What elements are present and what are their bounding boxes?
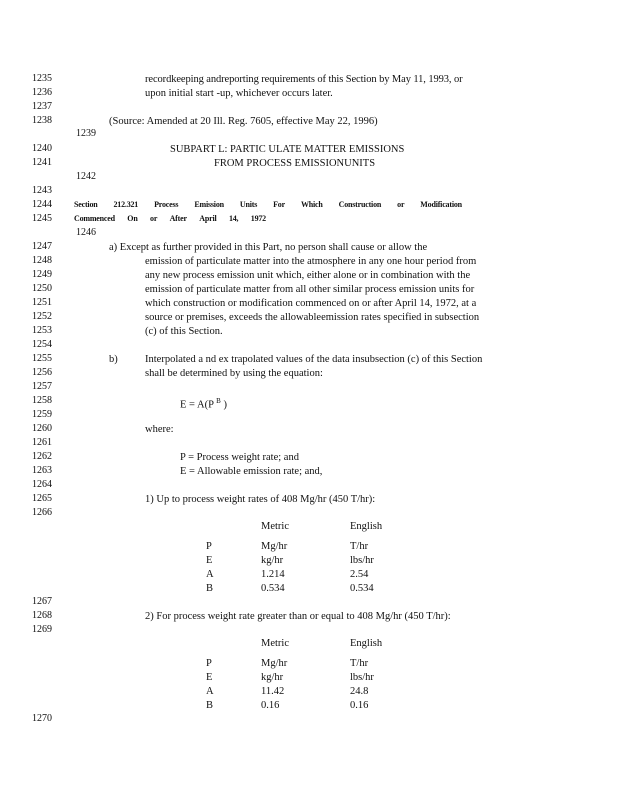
heading-word: On <box>127 214 138 223</box>
heading-word: After <box>169 214 187 223</box>
line-number: 1242 <box>76 171 96 182</box>
line-number: 1253 <box>32 325 52 336</box>
table-metric-value: Mg/hr <box>261 541 288 552</box>
section-heading <box>74 200 462 209</box>
heading-word: Which <box>300 200 323 209</box>
heading-word: or <box>150 214 158 223</box>
heading-word: 14, <box>228 214 239 223</box>
line-number: 1262 <box>32 451 52 462</box>
equation-close: ) <box>223 399 227 411</box>
line-number: 1264 <box>32 479 52 490</box>
line-number: 1257 <box>32 381 52 392</box>
item-1-heading: 1) Up to process weight rates of 408 Mg/hr (450 T/hr): <box>145 494 376 505</box>
line-number: 1256 <box>32 367 52 378</box>
subpart-title: FROM PROCESS EMISSIONUNITS <box>214 158 376 169</box>
line-number: 1238 <box>32 115 52 126</box>
intro-line: recordkeeping andreporting requirements of this Section by May 11, 1993, or <box>145 74 463 85</box>
heading-word: Modification <box>420 200 462 209</box>
paragraph-b-label: b) <box>109 354 118 365</box>
line-number: 1237 <box>32 101 52 112</box>
definition-e: E = Allowable emission rate; and, <box>180 466 323 477</box>
line-number: 1265 <box>32 493 52 504</box>
table-english-value: T/hr <box>350 541 369 552</box>
heading-word: Emission <box>194 200 224 209</box>
line-number: 1266 <box>32 507 52 518</box>
line-number: 1247 <box>32 241 52 252</box>
line-number: 1263 <box>32 465 52 476</box>
heading-word: Section <box>74 200 98 209</box>
heading-word: For <box>273 200 285 209</box>
table-metric-value: kg/hr <box>261 555 284 566</box>
heading-word: April <box>199 214 217 223</box>
table-symbol: B <box>206 700 214 711</box>
table-symbol: P <box>206 541 212 552</box>
table-english-value: 2.54 <box>350 569 369 580</box>
heading-word: 1972 <box>250 214 266 223</box>
line-number: 1250 <box>32 283 52 294</box>
line-number: 1243 <box>32 185 52 196</box>
line-number: 1239 <box>76 128 96 139</box>
table-english-value: lbs/hr <box>350 672 374 683</box>
heading-word: or <box>397 200 405 209</box>
line-number: 1240 <box>32 143 52 154</box>
table-english-value: 0.16 <box>350 700 369 711</box>
paragraph-a-line: a) Except as further provided in this Part, no person shall cause or allow the <box>109 242 428 253</box>
table-symbol: P <box>206 658 212 669</box>
line-number: 1259 <box>32 409 52 420</box>
intro-line: upon initial start -up, whichever occurs later. <box>145 88 333 99</box>
line-number: 1254 <box>32 339 52 350</box>
line-number: 1268 <box>32 610 52 621</box>
definition-p: P = Process weight rate; and <box>180 452 299 463</box>
line-number: 1244 <box>32 199 52 210</box>
table-metric-value: 0.16 <box>261 700 280 711</box>
item-2-heading: 2) For process weight rate greater than or equal to 408 Mg/hr (450 T/hr): <box>145 611 451 622</box>
table-symbol: E <box>206 555 213 566</box>
table-metric-value: 11.42 <box>261 686 285 697</box>
heading-word: Construction <box>338 200 382 209</box>
line-number: 1260 <box>32 423 52 434</box>
equation-main: E = A(P <box>180 399 214 411</box>
paragraph-a-line: source or premises, exceeds the allowableemission rates specified in subsection <box>145 312 480 323</box>
equation-exponent: B <box>216 397 221 405</box>
line-number: 1255 <box>32 353 52 364</box>
paragraph-b-line: Interpolated a nd ex trapolated values of the data insubsection (c) of this Section <box>145 354 483 365</box>
subpart-title: SUBPART L: PARTIC ULATE MATTER EMISSIONS <box>170 144 405 155</box>
source-note: (Source: Amended at 20 Ill. Reg. 7605, effective May 22, 1996) <box>109 116 378 127</box>
table-symbol: A <box>206 686 214 697</box>
paragraph-a-line: emission of particulate matter from all other similar process emission units for <box>145 284 475 295</box>
line-number: 1252 <box>32 311 52 322</box>
line-number: 1248 <box>32 255 52 266</box>
section-heading <box>74 214 266 223</box>
line-number: 1269 <box>32 624 52 635</box>
table-metric-value: 0.534 <box>261 583 285 594</box>
paragraph-a-line: emission of particulate matter into the atmosphere in any one hour period from <box>145 256 477 267</box>
line-number: 1261 <box>32 437 52 448</box>
table-metric-value: Mg/hr <box>261 658 288 669</box>
line-number: 1246 <box>76 227 96 238</box>
line-number: 1236 <box>32 87 52 98</box>
table-symbol: A <box>206 569 214 580</box>
line-number: 1249 <box>32 269 52 280</box>
equation <box>180 395 227 412</box>
column-header-english: English <box>350 638 383 649</box>
heading-word: Process <box>154 200 179 209</box>
line-number: 1267 <box>32 596 52 607</box>
paragraph-a-line: which construction or modification commenced on or after April 14, 1972, at a <box>145 298 477 309</box>
line-number: 1270 <box>32 713 52 724</box>
line-number: 1235 <box>32 73 52 84</box>
line-number: 1258 <box>32 395 52 406</box>
line-number: 1245 <box>32 213 52 224</box>
paragraph-b-line: shall be determined by using the equation: <box>145 368 323 379</box>
table-metric-value: 1.214 <box>261 569 285 580</box>
line-number: 1241 <box>32 157 52 168</box>
heading-word: Units <box>239 200 258 209</box>
table-symbol: B <box>206 583 214 594</box>
column-header-metric: Metric <box>261 521 289 532</box>
paragraph-a-line: any new process emission unit which, either alone or in combination with the <box>145 270 471 281</box>
table-english-value: 24.8 <box>350 686 369 697</box>
table-english-value: 0.534 <box>350 583 374 594</box>
where-label: where: <box>145 424 174 435</box>
table-metric-value: kg/hr <box>261 672 284 683</box>
table-english-value: lbs/hr <box>350 555 374 566</box>
table-english-value: T/hr <box>350 658 369 669</box>
column-header-english: English <box>350 521 383 532</box>
heading-word: Commenced <box>74 214 115 223</box>
table-symbol: E <box>206 672 213 683</box>
column-header-metric: Metric <box>261 638 289 649</box>
heading-word: 212.321 <box>113 200 139 209</box>
line-number: 1251 <box>32 297 52 308</box>
paragraph-a-line: (c) of this Section. <box>145 326 223 337</box>
